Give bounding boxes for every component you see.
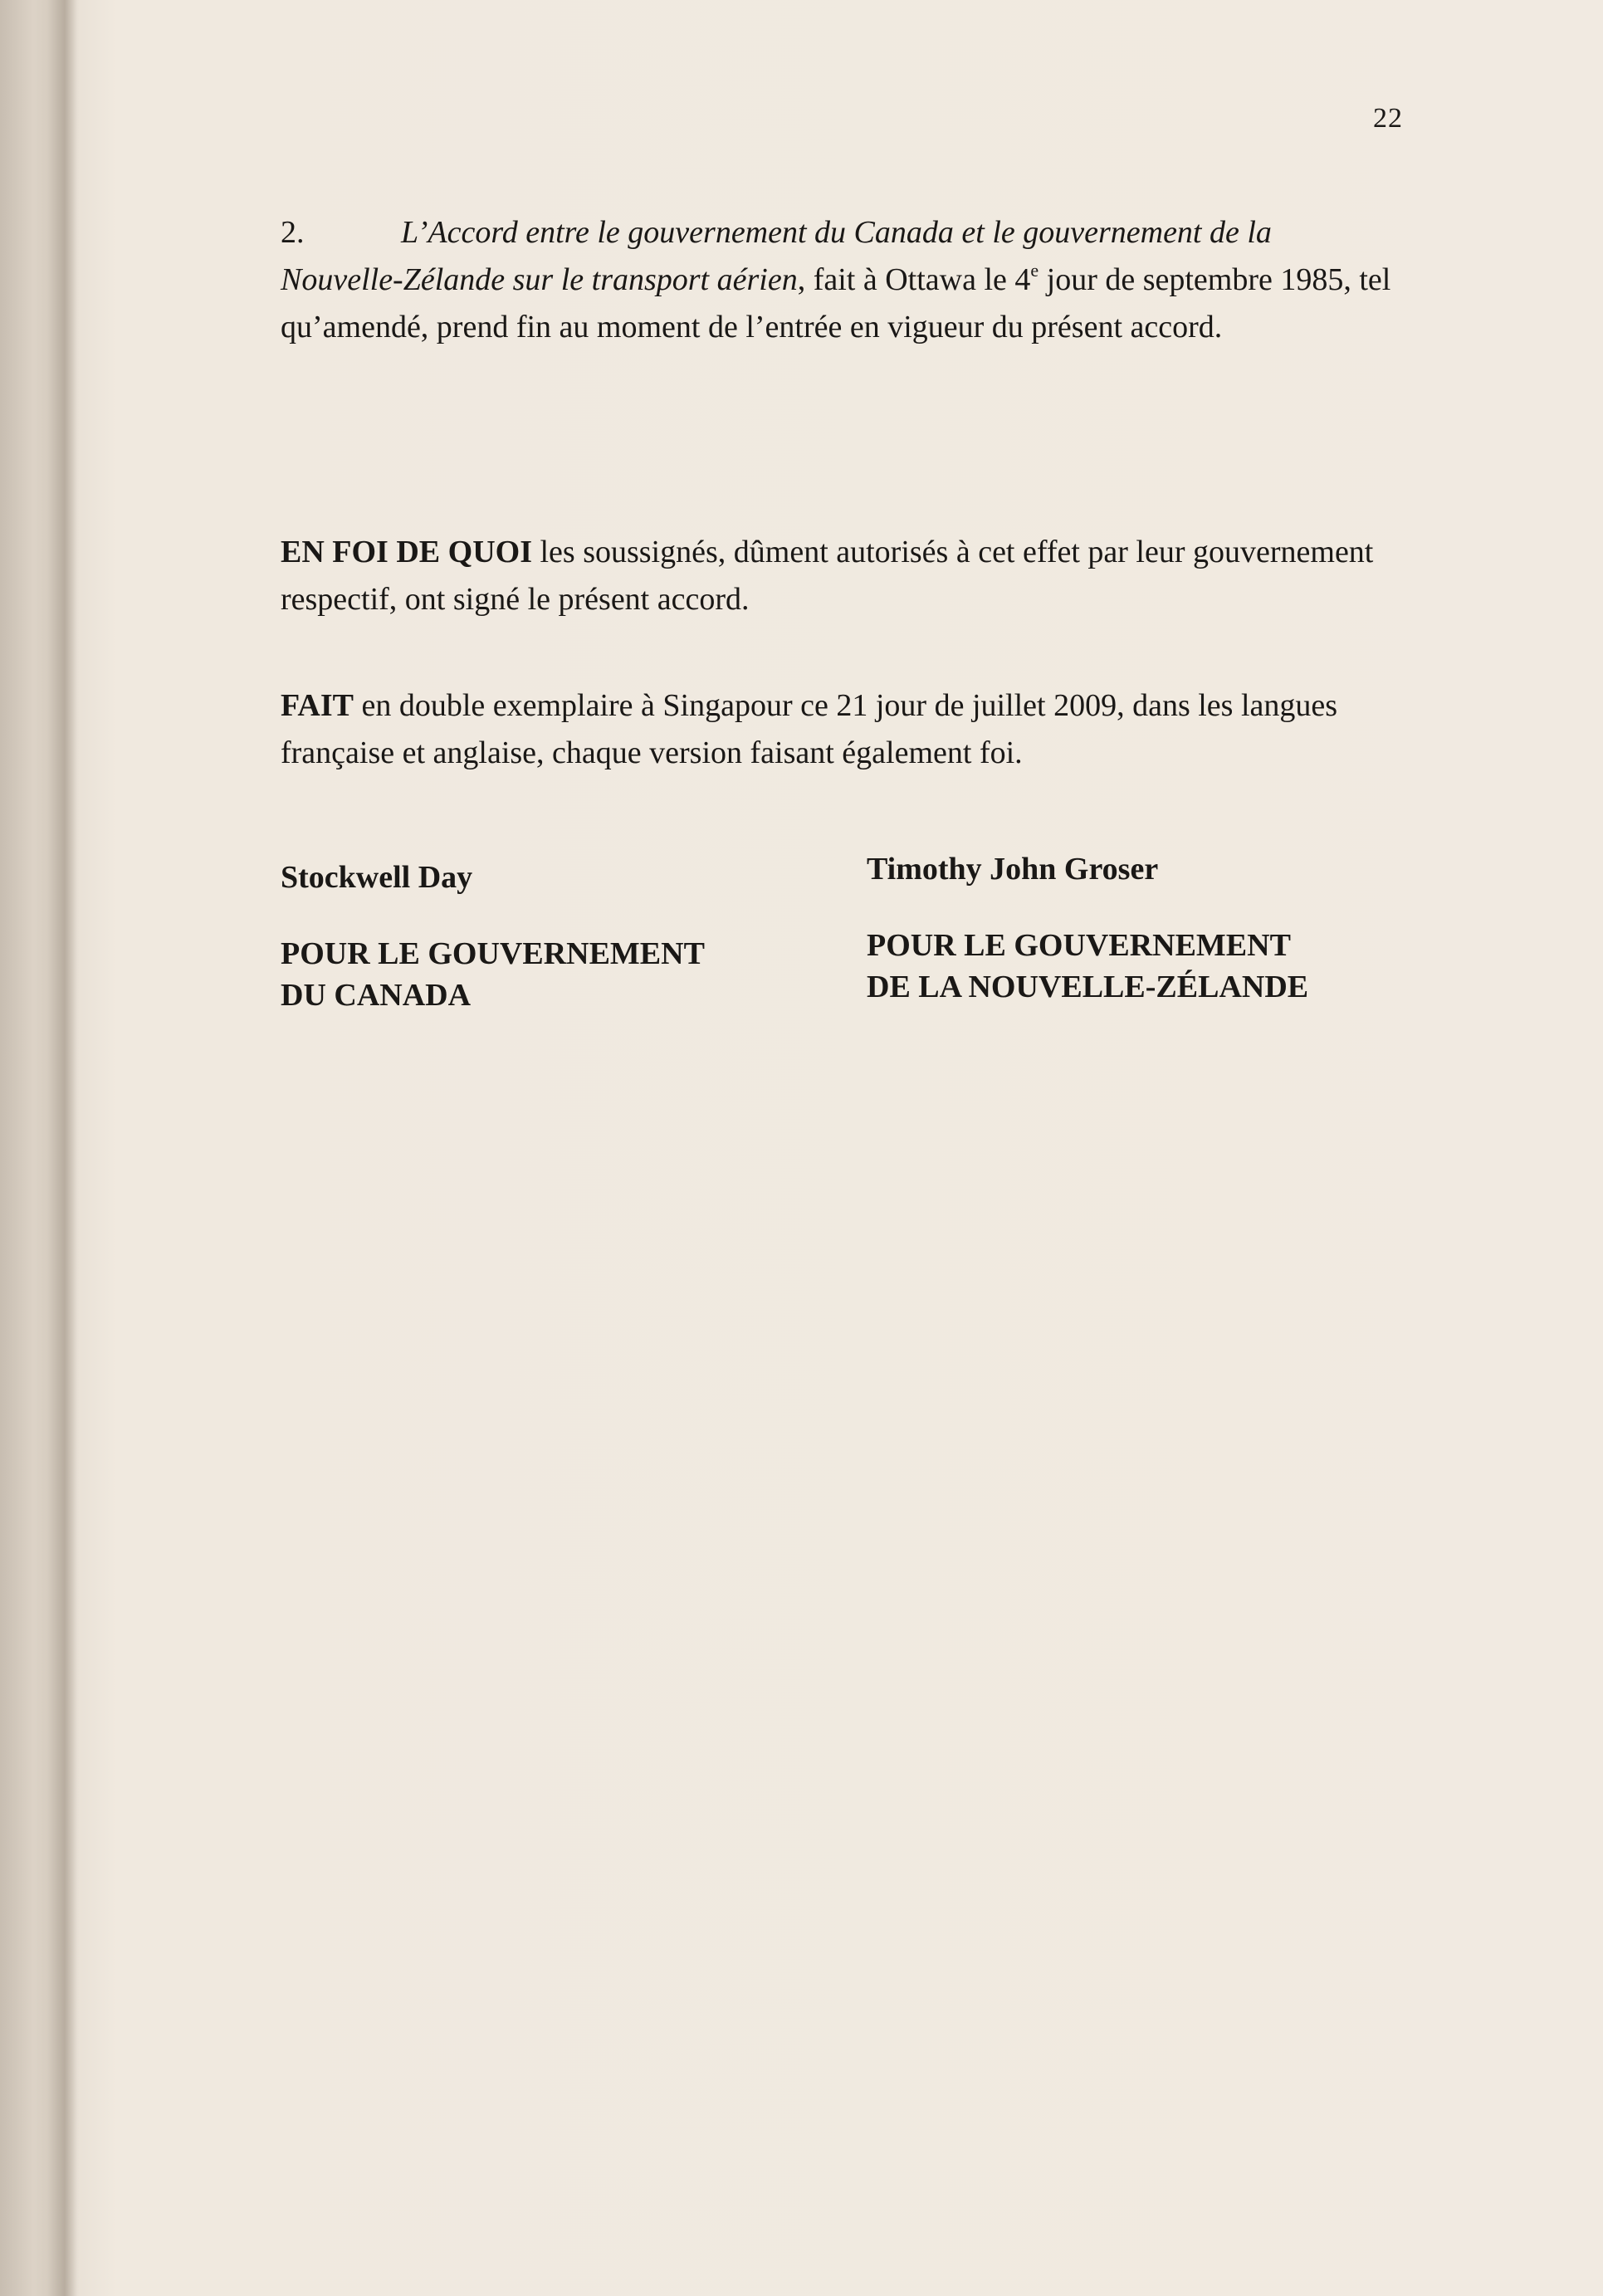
witness-lead: EN FOI DE QUOI <box>281 535 532 569</box>
done-clause <box>281 682 1393 777</box>
done-text: en double exemplaire à Singapour ce 21 jour de juillet 2009, dans les langues française et anglaise, chaque version faisant également foi. <box>281 688 1338 770</box>
government-new-zealand-line-2: DE LA NOUVELLE-ZÉLANDE <box>867 970 1309 1004</box>
witness-clause <box>281 529 1393 623</box>
witness-text: les soussignés, dûment autorisés à cet effet par leur gouvernement respectif, ont signé le présent accord. <box>281 535 1374 617</box>
binding-shadow <box>0 0 79 2296</box>
paragraph-2 <box>281 209 1393 351</box>
paragraph-2-text-a: , fait à Ottawa le 4 <box>797 262 1031 297</box>
paragraph-2-text-b: jour de septembre 1985, tel qu’amendé, prend fin au moment de l’entrée en vigueur du présent accord. <box>281 262 1391 344</box>
signatory-name-canada: Stockwell Day <box>281 860 473 895</box>
page-number: 22 <box>1373 103 1403 134</box>
ordinal-superscript: e <box>1030 260 1039 281</box>
government-canada <box>281 933 795 1016</box>
agreement-title: L’Accord entre le gouvernement du Canada et le gouvernement de la Nouvelle-Zélande sur le transport aérien <box>281 215 1272 297</box>
done-lead: FAIT <box>281 688 354 723</box>
signatory-name-new-zealand: Timothy John Groser <box>867 852 1159 887</box>
government-canada-line-1: POUR LE GOUVERNEMENT <box>281 936 705 971</box>
paragraph-number: 2. <box>281 215 305 250</box>
government-canada-line-2: DU CANADA <box>281 978 472 1013</box>
government-new-zealand-line-1: POUR LE GOUVERNEMENT <box>867 928 1291 963</box>
government-new-zealand <box>867 925 1448 1008</box>
